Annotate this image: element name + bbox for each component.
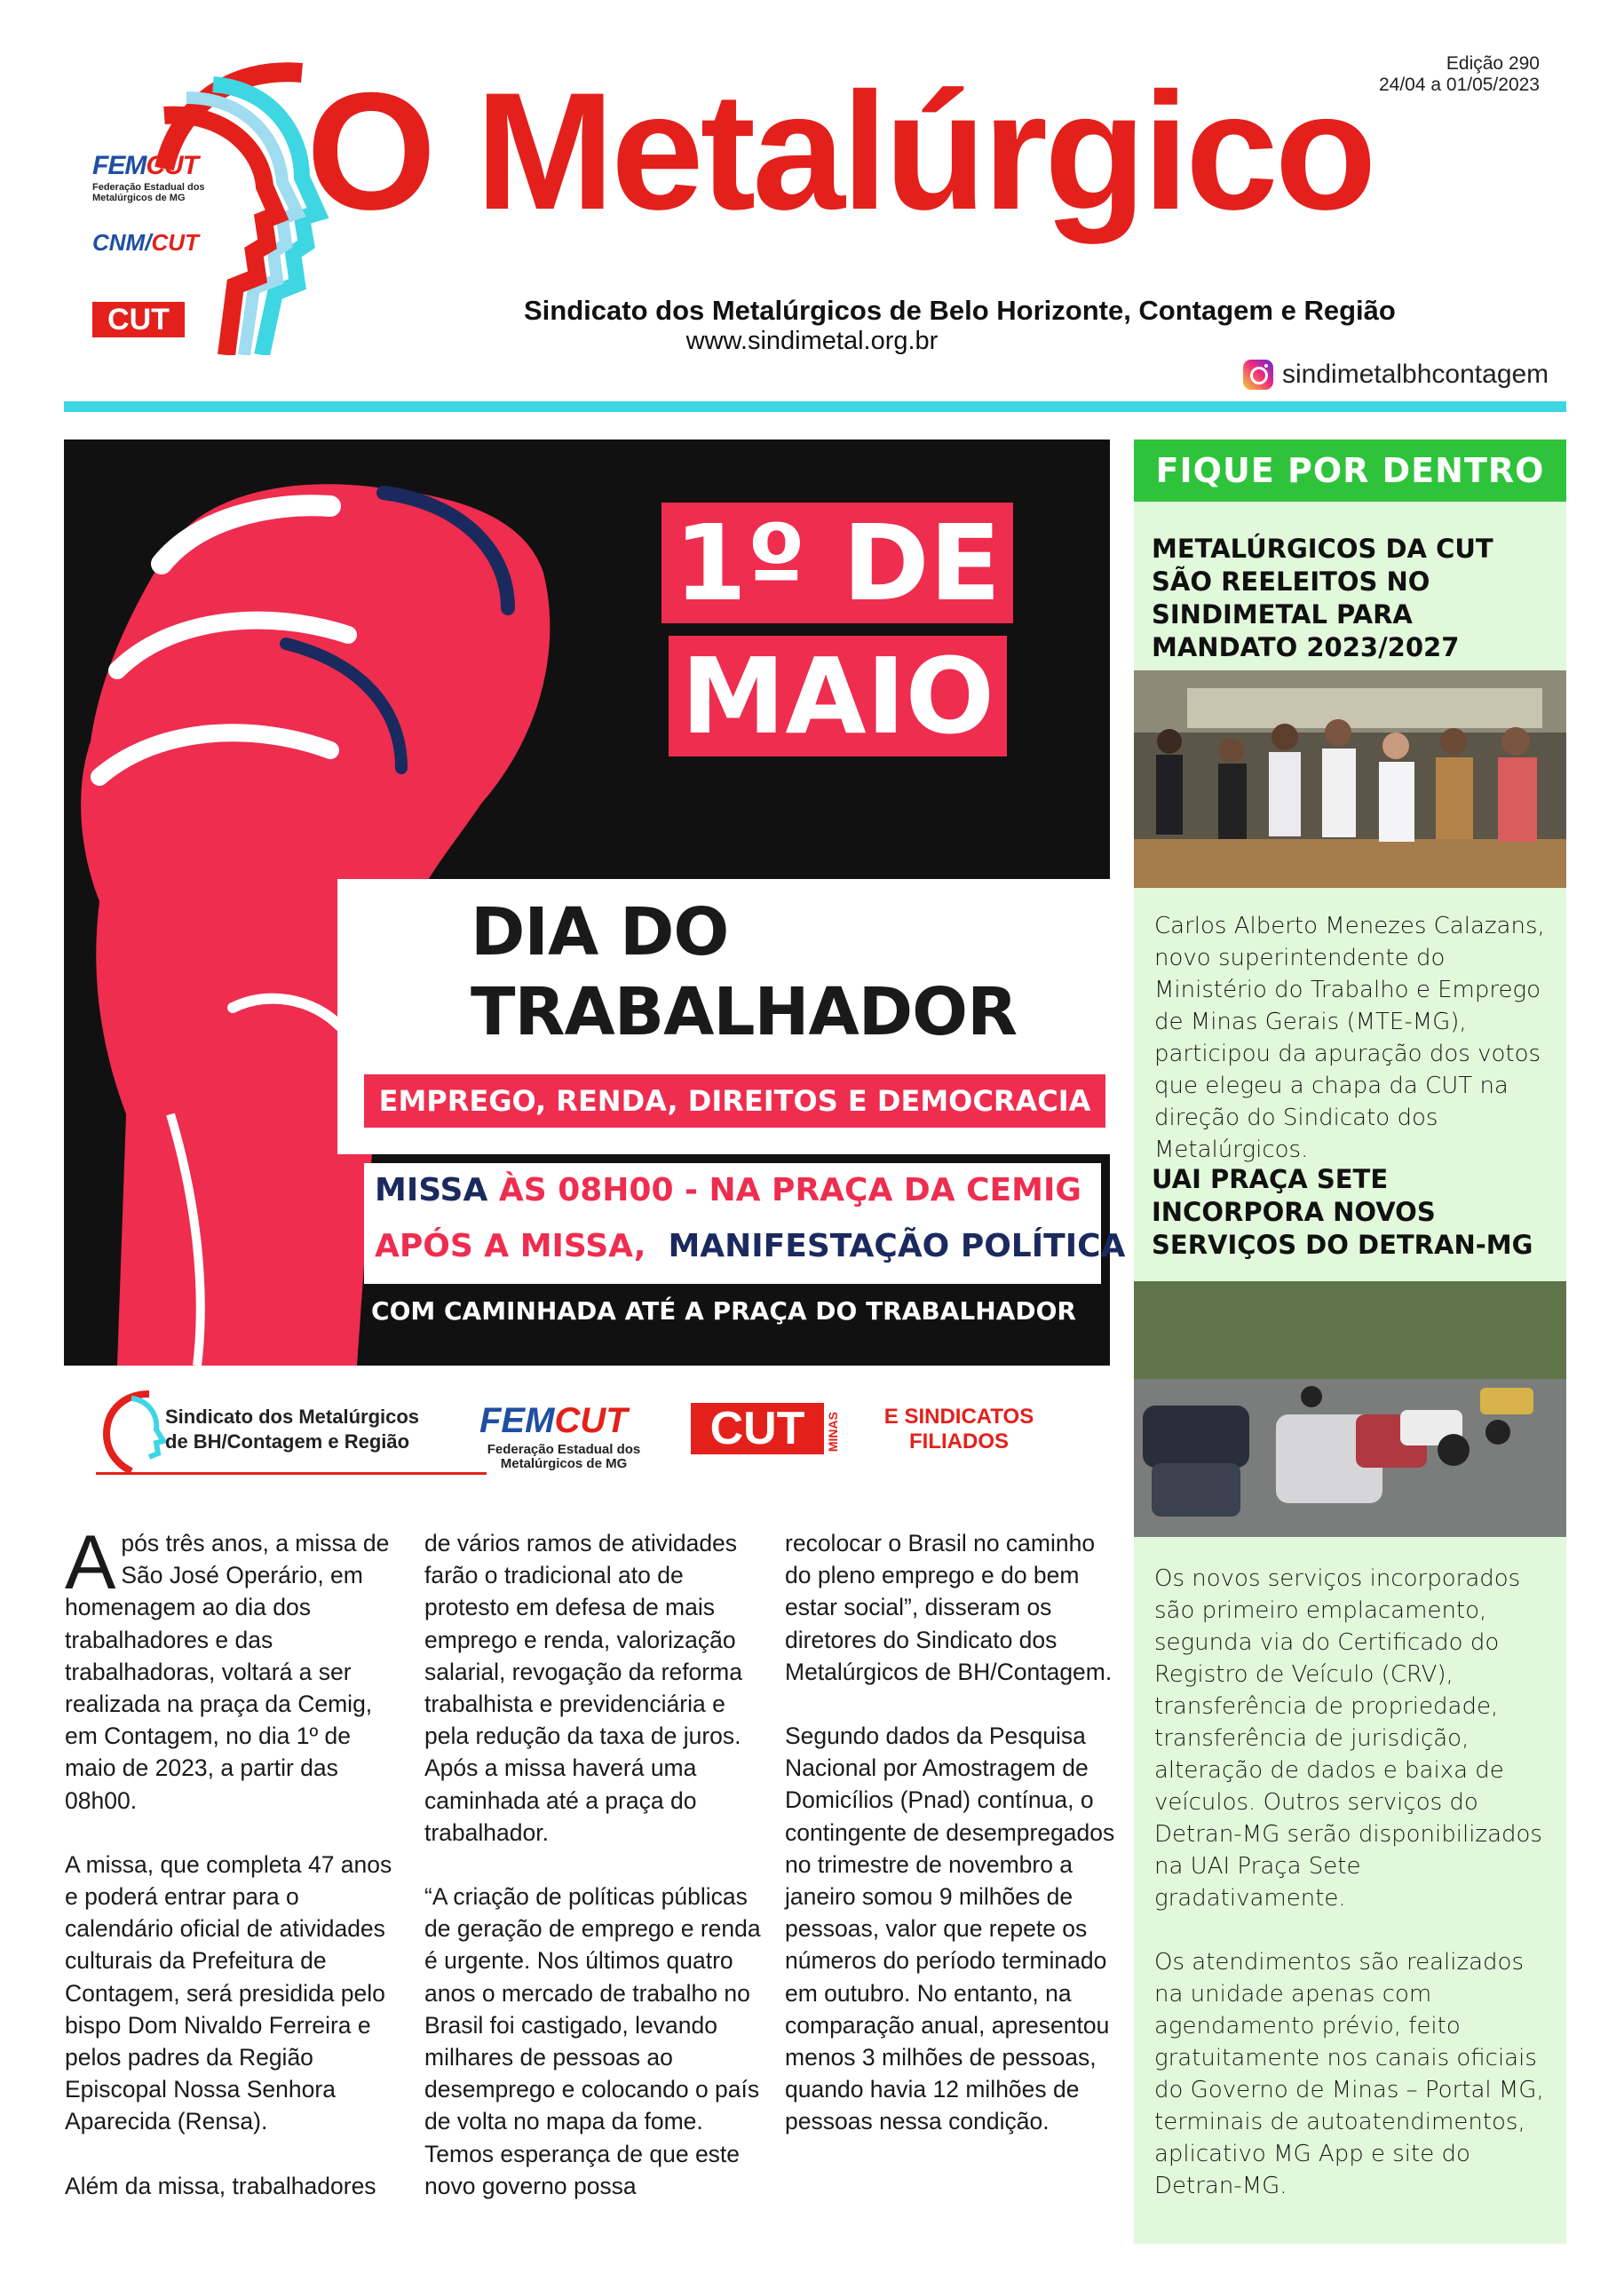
mass-label: MISSA (375, 1172, 488, 1208)
sindicato-logo-text (165, 1405, 419, 1454)
affiliated-unions-label (866, 1405, 1052, 1454)
after-mass-label: APÓS A MISSA, (375, 1228, 646, 1264)
article-paragraph: A missa, que completa 47 anos e poderá entrar para o calendário oficial de atividades culturais da Prefeitura de Contagem, será presidida pelo bispo Dom Nivaldo Ferreira e pelos padres da Região Episcopal Nossa Senhora Aparecida (Rensa). (65, 1850, 392, 2135)
sindicato-logo-icon (96, 1390, 167, 1474)
manifestation-line (375, 1228, 1125, 1264)
manifestation-label: MANIFESTAÇÃO POLÍTICA (668, 1228, 1126, 1264)
sidebar-header: FIQUE POR DENTRO (1134, 440, 1566, 502)
workers-day-title-line2: TRABALHADOR (471, 974, 1018, 1050)
femcut-strip-caption-2: Metalúrgicos de MG (500, 1456, 628, 1471)
sindicato-logo-line1: Sindicato dos Metalúrgicos (165, 1406, 420, 1428)
article-paragraph: Segundo dados da Pesquisa Nacional por Amostragem de Domicílios (Pnad) contínua, o contingente de desempregados no trimestre de novembro a janeiro somou 9 milhões de pessoas, valor que repete os números do período terminado em outubro. No entanto, na comparação anual, apresentou menos 3 milhões de pessoas, quando havia 12 milhões de pessoas nessa condição. (785, 1723, 1115, 2135)
traffic-photo-image (1134, 1281, 1566, 1537)
femcut-logo-caption: Federação Estadual dos Metalúrgicos de MG (92, 182, 205, 203)
article-column-3 (785, 1527, 1127, 2170)
instagram-icon (1243, 360, 1273, 390)
mass-time: ÀS 08H00 - NA PRAÇA DA CEMIG (498, 1172, 1081, 1208)
femcut-strip-caption-1: Federação Estadual dos (487, 1442, 641, 1457)
may-first-line1: 1º DE (661, 503, 1013, 623)
cnm-cut-logo: CNM/CUT (92, 229, 199, 256)
femcut-strip-caption (479, 1443, 648, 1471)
workers-day-title (471, 892, 1017, 1052)
femcut-strip-logo: FEMCUT (479, 1401, 628, 1440)
election-photo-image (1134, 670, 1566, 888)
website-link[interactable]: www.sindimetal.org.br (685, 327, 939, 355)
article-column-2 (424, 1527, 766, 2234)
newspaper-title: O Metalúrgico (306, 58, 1374, 244)
article-paragraph: Após três anos, a missa de São José Operário, em homenagem ao dia dos trabalhadores e das trabalhadoras, voltará a ser realizada na praça da Cemig, em Contagem, no dia 1º de maio de 2023, a partir das 08h00. (65, 1520, 390, 1814)
cut-logo: CUT (92, 302, 185, 337)
instagram-link[interactable] (1243, 360, 1549, 390)
instagram-handle: sindimetalbhcontagem (1282, 360, 1549, 389)
poster-slogan: EMPREGO, RENDA, DIREITOS E DEMOCRACIA (364, 1074, 1105, 1128)
article-paragraph: de vários ramos de atividades farão o tradicional ato de protesto em defesa de mais emprego e renda, valorização salarial, revogação da reforma trabalhista e previdenciária e pela redução da taxa de juros. Após a missa haverá uma caminhada até a praça do trabalhador. (424, 1530, 742, 1846)
story1-headline: METALÚRGICOS DA CUT SÃO REELEITOS NO SINDIMETAL PARA MANDATO 2023/2027 (1152, 534, 1493, 662)
workers-day-title-line1: DIA DO (471, 894, 729, 970)
story2-paragraph-2: Os atendimentos são realizados na unidade apenas com agendamento prévio, feito gratuitamente nos canais oficiais do Governo de Minas – Portal MG, terminais de autoatendimentos, aplicativo MG App e site do Detran-MG. (1154, 1949, 1544, 2199)
affiliated-line2: FILIADOS (909, 1430, 1009, 1453)
traffic-photo (1134, 1281, 1566, 1537)
cut-minas-label: MINAS (826, 1412, 840, 1453)
may-first-line2: MAIO (669, 636, 1007, 756)
header-divider (64, 401, 1566, 412)
edition-number: Edição 290 (1446, 53, 1540, 74)
cut-strip-logo: CUT (691, 1403, 824, 1454)
may-first-heading (661, 503, 1077, 796)
sindicato-logo-line2: de BH/Contagem e Região (165, 1430, 410, 1453)
story2-text (1154, 1563, 1554, 2202)
drop-cap: A (65, 1520, 116, 1605)
edition-info (1379, 53, 1540, 96)
election-photo (1134, 670, 1566, 888)
article-paragraph: Além da missa, trabalhadores (65, 2172, 376, 2199)
article-column-1 (65, 1520, 407, 2234)
femcut-logo: FEMCUT (92, 151, 198, 180)
march-info: COM CAMINHADA ATÉ A PRAÇA DO TRABALHADOR (371, 1296, 1076, 1326)
story2-paragraph-1: Os novos serviços incorporados são primeiro emplacamento, segunda via do Certificado do Registro de Veículo (CRV), transferência de propriedade, transferência de jurisdição, alteração de dados e baixa de veículos. Outros serviços do Detran-MG serão disponibilizados na UAI Praça Sete gradativamente. (1154, 1565, 1542, 1912)
affiliated-line1: E SINDICATOS (883, 1405, 1034, 1429)
mass-time-line (375, 1172, 1081, 1208)
article-paragraph: “A criação de políticas públicas de geração de emprego e renda é urgente. Nos últimos quatro anos o mercado de trabalho no Brasil foi castigado, levando milhares de pessoas ao desemprego e colocando o país de volta no mapa da fome. Temos esperança de que este novo governo possa (424, 1883, 761, 2199)
newspaper-subtitle: Sindicato dos Metalúrgicos de Belo Horizonte, Contagem e Região (524, 295, 1396, 326)
story1-text: Carlos Alberto Menezes Calazans, novo superintendente do Ministério do Trabalho e Emprego de Minas Gerais (MTE-MG), participou da apuração dos votos que elegeu a chapa da CUT na direção do Sindicato dos Metalúrgicos. (1154, 913, 1545, 1163)
story2-headline: UAI PRAÇA SETE INCORPORA NOVOS SERVIÇOS DO DETRAN-MG (1152, 1164, 1533, 1260)
edition-date: 24/04 a 01/05/2023 (1378, 75, 1540, 95)
article-paragraph: recolocar o Brasil no caminho do pleno emprego e do bem estar social”, disseram os diretores do Sindicato dos Metalúrgicos de BH/Contagem. (785, 1530, 1113, 1685)
sindicato-logo-underline (96, 1472, 487, 1475)
